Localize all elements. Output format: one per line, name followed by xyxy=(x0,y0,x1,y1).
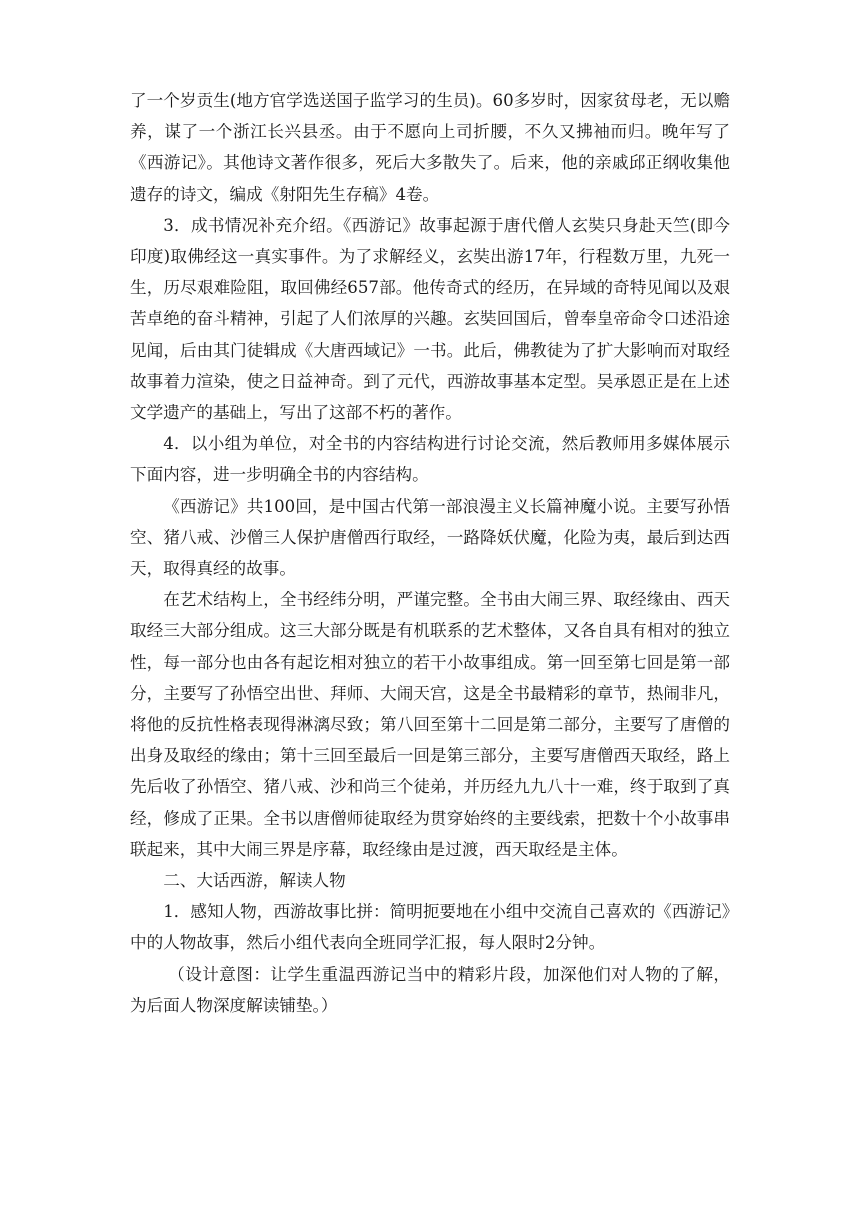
document-body xyxy=(130,85,730,1021)
paragraph-item-3-book-origin: 3．成书情况补充介绍。《西游记》故事起源于唐代僧人玄奘只身赴天竺(即今印度)取佛经这一真实事件。为了求解经义，玄奘出游17年，行程数万里，九死一生，历尽艰难险阻，取回佛经657部。他传奇式的经历，在异域的奇特见闻以及艰苦卓绝的奋斗精神，引起了人们浓厚的兴趣。玄奘回国后，曾奉皇帝命令口述沿途见闻，后由其门徒辑成《大唐西域记》一书。此后，佛教徒为了扩大影响而对取经故事着力渲染，使之日益神奇。到了元代，西游故事基本定型。吴承恩正是在上述文学遗产的基础上，写出了这部不朽的著作。 xyxy=(130,215,730,423)
paragraph-item-1-story-contest: 1．感知人物，西游故事比拼：简明扼要地在小组中交流自己喜欢的《西游记》中的人物故事，然后小组代表向全班同学汇报，每人限时2分钟。 xyxy=(130,902,730,953)
paragraph-artistic-structure: 在艺术结构上，全书经纬分明，严谨完整。全书由大闹三界、取经缘由、西天取经三大部分组成。这三大部分既是有机联系的艺术整体，又各自具有相对的独立性，每一部分也由各有起讫相对独立的若干小故事组成。第一回至第七回是第一部分，主要写了孙悟空出世、拜师、大闹天宫，这是全书最精彩的章节，热闹非凡，将他的反抗性格表现得淋漓尽致；第八回至第十二回是第二部分，主要写了唐僧的出身及取经的缘由；第十三回至最后一回是第三部分，主要写唐僧西天取经，路上先后收了孙悟空、猪八戒、沙和尚三个徒弟，并历经九九八十一难，终于取到了真经，修成了正果。全书以唐僧师徒取经为贯穿始终的主要线索，把数十个小故事串联起来，其中大闹三界是序幕，取经缘由是过渡，西天取经是主体。 xyxy=(130,590,730,859)
paragraph-biography-continued: 了一个岁贡生(地方官学选送国子监学习的生员)。60多岁时，因家贫母老，无以赡养，谋了一个浙江长兴县丞。由于不愿向上司折腰，不久又拂袖而归。晚年写了《西游记》。其他诗文著作很多，死后大多散失了。后来，他的亲戚邱正纲收集他遗存的诗文，编成《射阳先生存稿》4卷。 xyxy=(130,91,730,204)
paragraph-item-4-structure-discussion: 4．以小组为单位，对全书的内容结构进行讨论交流，然后教师用多媒体展示下面内容，进一步明确全书的内容结构。 xyxy=(130,434,730,485)
paragraph-novel-summary: 《西游记》共100回，是中国古代第一部浪漫主义长篇神魔小说。主要写孙悟空、猪八戒、沙僧三人保护唐僧西行取经，一路降妖伏魔，化险为夷，最后到达西天，取得真经的故事。 xyxy=(130,496,730,579)
section-heading-character-reading: 二、大话西游，解读人物 xyxy=(163,871,346,891)
paragraph-design-intent-note: （设计意图：让学生重温西游记当中的精彩片段，加深他们对人物的了解，为后面人物深度解读铺垫。） xyxy=(130,964,730,1015)
